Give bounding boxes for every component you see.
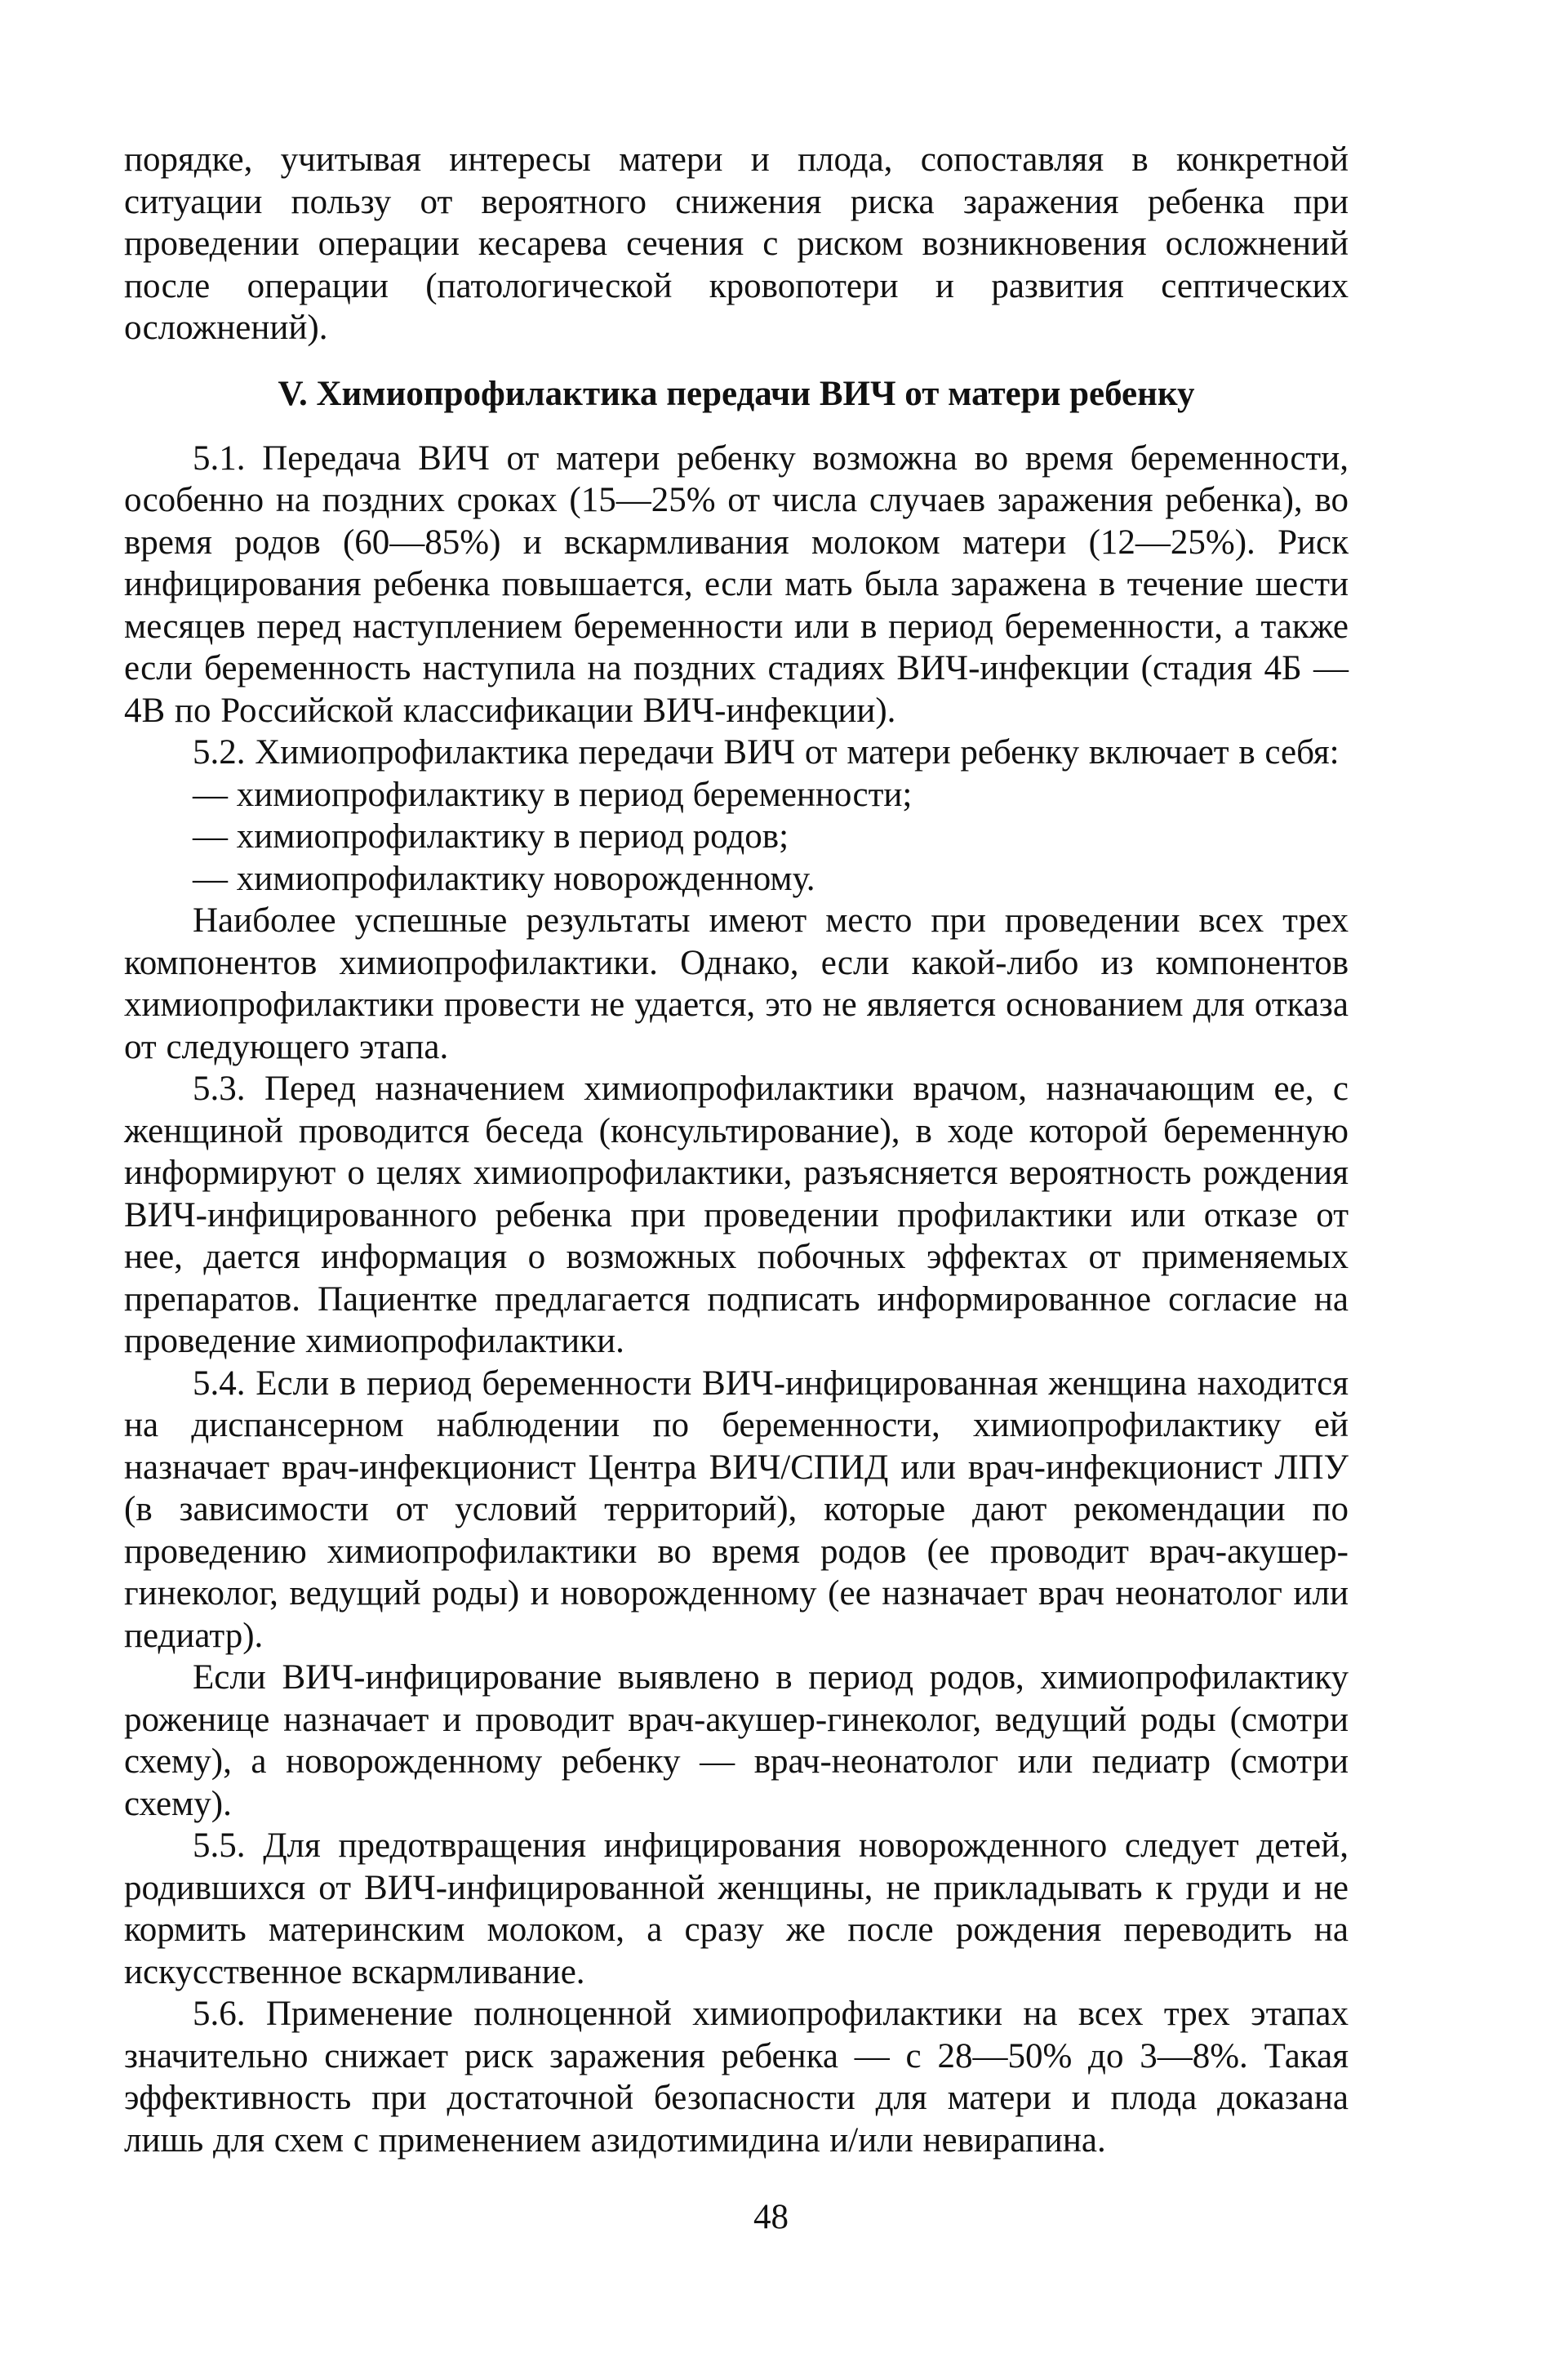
document-page [124, 139, 1349, 2161]
paragraph-5-3: 5.3. Перед назначением химиопрофилактики врачом, назначающим ее, с женщиной проводится беседа (консультирование), в ходе которой беременную информируют о целях химиопрофилактики, разъясняется вероятность рождения ВИЧ-инфицированного ребенка при проведении профилактики или отказе от нее, дается информация о возможных побочных эффектах от применяемых препаратов. Пациентке предлагается подписать информированное согласие на проведение химиопрофилактики. [124, 1070, 1349, 1360]
section-heading: V. Химиопрофилактика передачи ВИЧ от матери ребенку [278, 374, 1195, 413]
list-5-2 [124, 774, 1349, 901]
paragraph-5-2-note: Наиболее успешные результаты имеют место при проведении всех трех компонентов химиопрофилактики. Однако, если какой-либо из компонентов химиопрофилактики провести не удается, это не является основанием для отказа от следующего этапа. [124, 901, 1349, 1066]
list-item: — химиопрофилактику в период родов; [124, 816, 1349, 858]
page-number: 48 [753, 2198, 789, 2236]
list-item: — химиопрофилактику новорожденному. [124, 858, 1349, 901]
paragraph-5-4: 5.4. Если в период беременности ВИЧ-инфицированная женщина находится на диспансерном наблюдении по беременности, химиопрофилактику ей назначает врач-инфекционист Центра ВИЧ/СПИД или врач-инфекционист ЛПУ (в зависимости от условий территорий), которые дают рекомендации по проведению химиопрофилактики во время родов (ее проводит врач-акушер-гинеколог, ведущий роды) и новорожденному (ее назначает врач неонатолог или педиатр). [124, 1363, 1349, 1655]
paragraph-5-6: 5.6. Применение полноценной химиопрофилактики на всех трех этапах значительно снижает риск заражения ребенка — с 28—50% до 3—8%. Такая эффективность при достаточной безопасности для матери и плода доказана лишь для схем с применением азидотимидина и/или невирапина. [124, 1995, 1349, 2160]
paragraph-5-4-note: Если ВИЧ-инфицирование выявлено в период родов, химиопрофилактику роженице назначает и проводит врач-акушер-гинеколог, ведущий роды (смотри схему), а новорожденному ребенку — врач-неонатолог или педиатр (смотри схему). [124, 1658, 1349, 1823]
paragraph-5-5: 5.5. Для предотвращения инфицирования новорожденного следует детей, родившихся от ВИЧ-инфицированной женщины, не прикладывать к груди и не кормить материнским молоком, а сразу же после рождения переводить на искусственное вскармливание. [124, 1826, 1349, 1991]
paragraph-5-1: 5.1. Передача ВИЧ от матери ребенку возможна во время беременности, особенно на поздних сроках (15—25% от числа случаев заражения ребенка), во время родов (60—85%) и вскармливания молоком матери (12—25%). Риск инфицирования ребенка повышается, если мать была заражена в течение шести месяцев перед наступлением беременности или в период беременности, а также если беременность наступила на поздних стадиях ВИЧ-инфекции (стадия 4Б — 4В по Российской классификации ВИЧ-инфекции). [124, 438, 1349, 730]
list-item: — химиопрофилактику в период беременности; [124, 774, 1349, 816]
paragraph-continuation: порядке, учитывая интересы матери и плода, сопоставляя в конкретной ситуации пользу от вероятного снижения риска заражения ребенка при проведении операции кесарева сечения с риском возникновения осложнений после операции (патологической кровопотери и развития септических осложнений). [124, 140, 1349, 347]
paragraph-5-2: 5.2. Химиопрофилактика передачи ВИЧ от матери ребенку включает в себя: [193, 733, 1340, 772]
